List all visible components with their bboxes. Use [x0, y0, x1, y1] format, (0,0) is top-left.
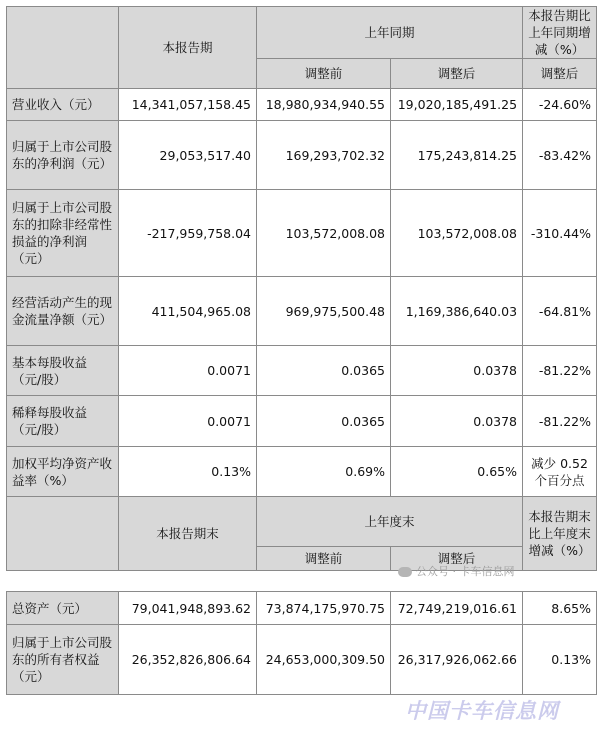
cell-before: 24,653,000,309.50	[257, 625, 391, 695]
cell-change: -83.42%	[523, 121, 597, 190]
table-row	[7, 89, 597, 121]
cell-after: 26,317,926,062.66	[391, 625, 523, 695]
cell-before: 18,980,934,940.55	[257, 89, 391, 121]
subheader-after-adjust: 调整后	[391, 59, 523, 89]
cell-change: 8.65%	[523, 592, 597, 625]
financial-table-balance	[6, 591, 597, 695]
cell-current: 26,352,826,806.64	[119, 625, 257, 695]
cell-change: -310.44%	[523, 190, 597, 277]
row-label: 总资产（元）	[7, 592, 119, 625]
cell-after: 19,020,185,491.25	[391, 89, 523, 121]
subheader2-before-adjust: 调整前	[257, 547, 391, 571]
cell-after: 0.65%	[391, 447, 523, 497]
cell-current: 0.13%	[119, 447, 257, 497]
header2-change: 本报告期末比上年度末增减（%）	[523, 497, 597, 571]
cell-before: 0.69%	[257, 447, 391, 497]
cell-after: 1,169,386,640.03	[391, 277, 523, 346]
table-row	[7, 346, 597, 396]
financial-table-main	[6, 6, 597, 571]
row-label: 归属于上市公司股东的净利润（元）	[7, 121, 119, 190]
row-label: 归属于上市公司股东的扣除非经常性损益的净利润（元）	[7, 190, 119, 277]
row-label: 稀释每股收益（元/股）	[7, 396, 119, 447]
row-label: 营业收入（元）	[7, 89, 119, 121]
cell-before: 969,975,500.48	[257, 277, 391, 346]
header-change: 本报告期比上年同期增减（%）	[523, 7, 597, 59]
cell-before: 73,874,175,970.75	[257, 592, 391, 625]
cell-change: 减少 0.52 个百分点	[523, 447, 597, 497]
table-row	[7, 447, 597, 497]
row-label: 基本每股收益（元/股）	[7, 346, 119, 396]
header-prior-period: 上年同期	[257, 7, 523, 59]
wechat-watermark	[398, 563, 515, 579]
cell-current: 79,041,948,893.62	[119, 592, 257, 625]
cell-current: 29,053,517.40	[119, 121, 257, 190]
cell-after: 175,243,814.25	[391, 121, 523, 190]
table-row	[7, 190, 597, 277]
row-label: 加权平均净资产收益率（%）	[7, 447, 119, 497]
cell-change: 0.13%	[523, 625, 597, 695]
table-row	[7, 625, 597, 695]
subheader-change-adjusted: 调整后	[523, 59, 597, 89]
header2-blank-cell	[7, 497, 119, 571]
row-label: 经营活动产生的现金流量净额（元）	[7, 277, 119, 346]
cell-change: -64.81%	[523, 277, 597, 346]
cell-current: 411,504,965.08	[119, 277, 257, 346]
header-current-period-end: 本报告期末	[119, 497, 257, 571]
table-row	[7, 396, 597, 447]
header-current-period: 本报告期	[119, 7, 257, 89]
wechat-watermark-text: 公众号 · 卡车信息网	[416, 565, 515, 578]
row-label: 归属于上市公司股东的所有者权益（元）	[7, 625, 119, 695]
cell-after: 103,572,008.08	[391, 190, 523, 277]
cell-before: 169,293,702.32	[257, 121, 391, 190]
cell-current: 0.0071	[119, 396, 257, 447]
table-row	[7, 592, 597, 625]
cell-current: 14,341,057,158.45	[119, 89, 257, 121]
header-blank-cell	[7, 7, 119, 89]
subheader-before-adjust: 调整前	[257, 59, 391, 89]
header-prior-year-end: 上年度末	[257, 497, 523, 547]
cell-current: 0.0071	[119, 346, 257, 396]
cell-before: 103,572,008.08	[257, 190, 391, 277]
logo-watermark: 中国卡车信息网	[405, 699, 559, 723]
cell-before: 0.0365	[257, 346, 391, 396]
cell-current: -217,959,758.04	[119, 190, 257, 277]
table-row	[7, 277, 597, 346]
cell-after: 72,749,219,016.61	[391, 592, 523, 625]
cell-change: -81.22%	[523, 346, 597, 396]
cell-after: 0.0378	[391, 346, 523, 396]
cell-after: 0.0378	[391, 396, 523, 447]
cell-change: -81.22%	[523, 396, 597, 447]
wechat-icon	[398, 567, 412, 577]
cell-change: -24.60%	[523, 89, 597, 121]
cell-before: 0.0365	[257, 396, 391, 447]
table-row	[7, 121, 597, 190]
subheader2-after-adjust: 调整后	[391, 547, 523, 571]
